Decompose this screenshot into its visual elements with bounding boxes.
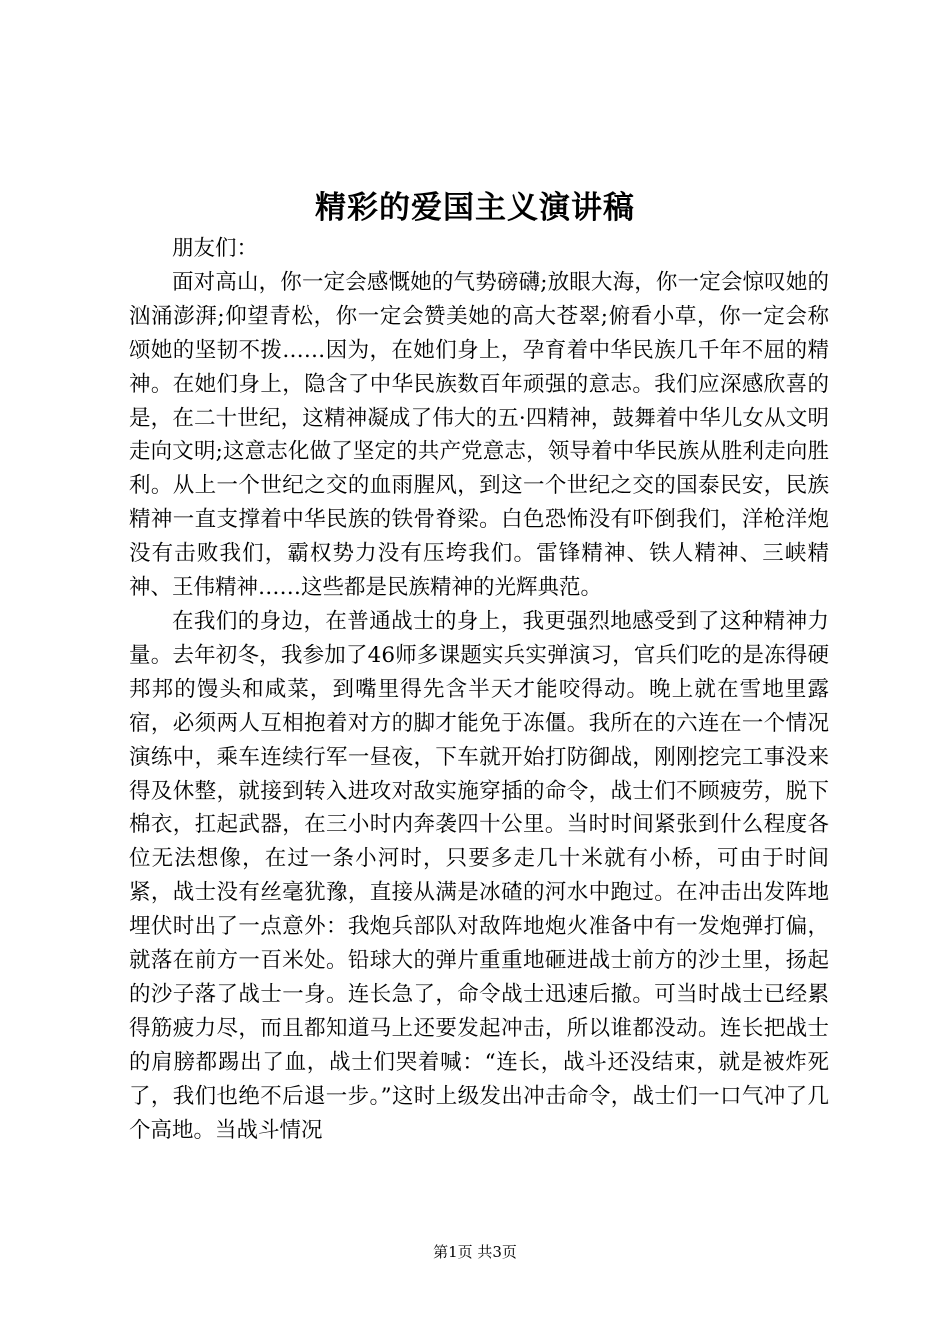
body-paragraph: 面对高山，你一定会感慨她的气势磅礴;放眼大海，你一定会惊叹她的汹涌澎湃;仰望青松，你一定会赞美她的高大苍翠;俯看小草，你一定会称颂她的坚韧不拨……因为，在她们身上，孕育着中华民族几千年不屈的精神。在她们身上，隐含了中华民族数百年顽强的意志。我们应深感欣喜的是，在二十世纪，这精神凝成了伟大的五·四精神，鼓舞着中华儿女从文明走向文明;这意志化做了坚定的共产党意志，领导着中华民族从胜利走向胜利。从上一个世纪之交的血雨腥风，到这一个世纪之交的国泰民安，民族精神一直支撑着中华民族的铁骨脊梁。白色恐怖没有吓倒我们，洋枪洋炮没有击败我们，霸权势力没有压垮我们。雷锋精神、铁人精神、三峡精神、王伟精神……这些都是民族精神的光辉典范。: [129, 269, 829, 601]
document-title: 精彩的爱国主义演讲稿: [315, 190, 635, 226]
document-body: [129, 232, 829, 1147]
salutation-paragraph: 朋友们：: [172, 236, 259, 261]
body-paragraph: 在我们的身边，在普通战士的身上，我更强烈地感受到了这种精神力量。去年初冬，我参加了46师多课题实兵实弹演习，官兵们吃的是冻得硬邦邦的馒头和咸菜，到嘴里得先含半天才能咬得动。晚上就在雪地里露宿，必须两人互相抱着对方的脚才能免于冻僵。我所在的六连在一个情况演练中，乘车连续行军一昼夜，下车就开始打防御战，刚刚挖完工事没来得及休整，就接到转入进攻对敌实施穿插的命令，战士们不顾疲劳，脱下棉衣，扛起武器，在三小时内奔袭四十公里。当时时间紧张到什么程度各位无法想像，在过一条小河时，只要多走几十米就有小桥，可由于时间紧，战士没有丝毫犹豫，直接从满是冰碴的河水中跑过。在冲击出发阵地埋伏时出了一点意外：我炮兵部队对敌阵地炮火准备中有一发炮弹打偏，就落在前方一百米处。铅球大的弹片重重地砸进战士前方的沙土里，扬起的沙子落了战士一身。连长急了，命令战士迅速后撤。可当时战士已经累得筋疲力尽，而且都知道马上还要发起冲击，所以谁都没动。连长把战士的肩膀都踢出了血，战士们哭着喊：“连长，战斗还没结束，就是被炸死了，我们也绝不后退一步。”这时上级发出冲击命令，战士们一口气冲了几个高地。当战斗情况: [129, 608, 829, 1143]
page-footer: 第1页 共3页: [433, 1243, 517, 1261]
